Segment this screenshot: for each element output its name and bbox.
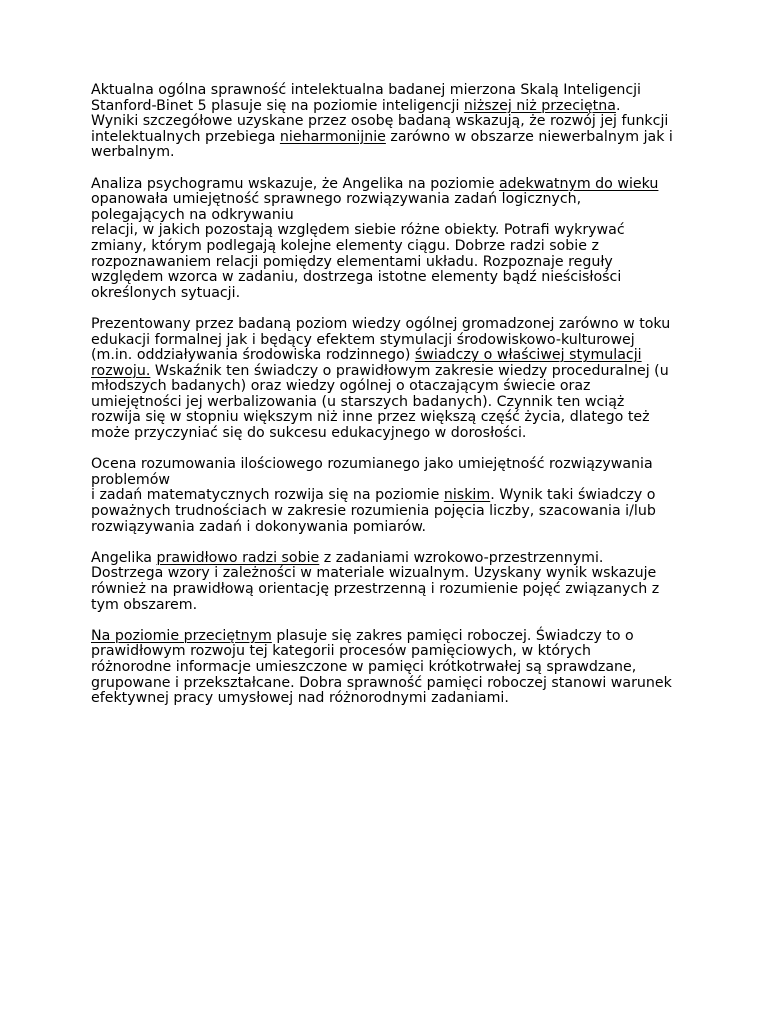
text-run: Wyniki szczegółowe uzyskane przez osobę badaną wskazują, że rozwój jej funkcji xyxy=(91,113,669,130)
text-run: intelektualnych przebiega xyxy=(91,128,280,145)
text-run: umiejętności jej werbalizowania (u starszych badanych). Czynnik ten wciąż xyxy=(91,393,625,410)
document-page xyxy=(91,83,691,722)
text-run: edukacji formalnej jak i będący efektem stymulacji środowiskowo-kulturowej xyxy=(91,331,635,348)
text-run: problemów xyxy=(91,471,170,488)
text-run: polegających na odkrywaniu xyxy=(91,206,294,223)
paragraph xyxy=(91,83,691,161)
text-run: efektywnej pracy umysłowej nad różnorodnymi zadaniami. xyxy=(91,690,509,707)
text-line xyxy=(91,426,691,442)
text-line xyxy=(91,286,691,302)
underlined-text: niskim xyxy=(443,487,491,504)
text-line xyxy=(91,223,691,239)
text-line xyxy=(91,208,691,224)
text-run: plasuje się zakres pamięci roboczej. Świadczy to o xyxy=(271,627,634,644)
text-line xyxy=(91,457,691,473)
underlined-text: rozwoju. xyxy=(91,362,151,379)
text-run: Angelika xyxy=(91,549,157,566)
text-line xyxy=(91,177,691,193)
paragraph xyxy=(91,317,691,442)
text-run: Stanford-Binet 5 plasuje się na poziomie inteligencji xyxy=(91,97,464,114)
paragraph xyxy=(91,629,691,707)
underlined-text: adekwatnym do wieku xyxy=(498,175,659,192)
text-line xyxy=(91,395,691,411)
text-run: Aktualna ogólna sprawność intelektualna badanej mierzona Skalą Inteligencji xyxy=(91,82,642,98)
text-line xyxy=(91,504,691,520)
text-run: (m.in. oddziaływania środowiska rodzinnego) xyxy=(91,347,415,364)
underlined-text: nieharmonijnie xyxy=(279,128,386,145)
text-run: opanowała umiejętność sprawnego rozwiązywania zadań logicznych, xyxy=(91,191,582,208)
text-line xyxy=(91,317,691,333)
text-line xyxy=(91,629,691,645)
text-run: rozwiązywania zadań i dokonywania pomiarów. xyxy=(91,518,427,535)
text-run: względem wzorca w zadaniu, dostrzega istotne elementy bądź nieścisłości xyxy=(91,269,622,286)
text-line xyxy=(91,83,691,99)
text-line xyxy=(91,270,691,286)
text-line xyxy=(91,676,691,692)
text-line xyxy=(91,239,691,255)
text-run: zmiany, którym podlegają kolejne elementy ciągu. Dobrze radzi sobie z xyxy=(91,237,599,254)
paragraph xyxy=(91,457,691,535)
text-run: młodszych badanych) oraz wiedzy ogólnej o otaczającym świecie oraz xyxy=(91,378,591,395)
text-run: Ocena rozumowania ilościowego rozumianego jako umiejętność rozwiązywania xyxy=(91,456,653,473)
text-line xyxy=(91,255,691,271)
text-line xyxy=(91,598,691,614)
text-run: różnorodne informacje umieszczone w pamięci krótkotrwałej są sprawdzane, xyxy=(91,658,637,675)
text-line xyxy=(91,99,691,115)
text-line xyxy=(91,691,691,707)
underlined-text: Na poziomie przeciętnym xyxy=(91,627,272,644)
underlined-text: niższej niż przeciętna xyxy=(463,97,616,114)
text-line xyxy=(91,582,691,598)
text-line xyxy=(91,566,691,582)
text-line xyxy=(91,348,691,364)
text-run: Prezentowany przez badaną poziom wiedzy ogólnej gromadzonej zarówno w toku xyxy=(91,315,671,332)
text-line xyxy=(91,660,691,676)
text-line xyxy=(91,145,691,161)
text-run: z zadaniami wzrokowo-przestrzennymi. xyxy=(319,549,604,566)
text-run: werbalnym. xyxy=(91,144,175,161)
paragraph xyxy=(91,551,691,613)
text-run: zarówno w obszarze niewerbalnym jak i xyxy=(385,128,673,145)
text-line xyxy=(91,192,691,208)
text-line xyxy=(91,333,691,349)
text-line xyxy=(91,520,691,536)
text-line xyxy=(91,114,691,130)
text-line xyxy=(91,410,691,426)
text-line xyxy=(91,130,691,146)
text-line xyxy=(91,379,691,395)
text-run: . Wynik taki świadczy o xyxy=(490,487,656,504)
text-run: również na prawidłową orientację przestrzenną i rozumienie pojęć związanych z xyxy=(91,581,660,597)
text-run: Dostrzega wzory i zależności w materiale wizualnym. Uzyskany wynik wskazuje xyxy=(91,565,657,582)
text-line xyxy=(91,473,691,489)
text-run: i zadań matematycznych rozwija się na poziomie xyxy=(91,487,444,504)
text-run: prawidłowym rozwoju tej kategorii procesów pamięciowych, w których xyxy=(91,643,592,660)
paragraph xyxy=(91,177,691,302)
text-run: relacji, w jakich pozostają względem siebie różne obiekty. Potrafi wykrywać xyxy=(91,222,625,239)
text-line xyxy=(91,364,691,380)
text-run: grupowane i przekształcane. Dobra sprawność pamięci roboczej stanowi warunek xyxy=(91,674,672,691)
text-run: Analiza psychogramu wskazuje, że Angelika na poziomie xyxy=(91,175,499,192)
text-line xyxy=(91,551,691,567)
text-run: rozpoznawaniem relacji pomiędzy elementami układu. Rozpoznaje reguły xyxy=(91,253,613,270)
text-run: rozwija się w stopniu większym niż inne przez większą część życia, dlatego też xyxy=(91,409,650,426)
text-run: określonych sytuacji. xyxy=(91,284,241,301)
text-line xyxy=(91,488,691,504)
text-run: tym obszarem. xyxy=(91,596,198,613)
underlined-text: prawidłowo radzi sobie xyxy=(156,549,320,566)
text-line xyxy=(91,644,691,660)
text-run: poważnych trudnościach w zakresie rozumienia pojęcia liczby, szacowania i/lub xyxy=(91,503,656,520)
text-run: Wskaźnik ten świadczy o prawidłowym zakresie wiedzy proceduralnej (u xyxy=(150,362,669,379)
underlined-text: świadczy o właściwej stymulacji xyxy=(414,347,642,364)
text-run: może przyczyniać się do sukcesu edukacyjnego w dorosłości. xyxy=(91,425,527,442)
text-run: . xyxy=(615,97,621,114)
